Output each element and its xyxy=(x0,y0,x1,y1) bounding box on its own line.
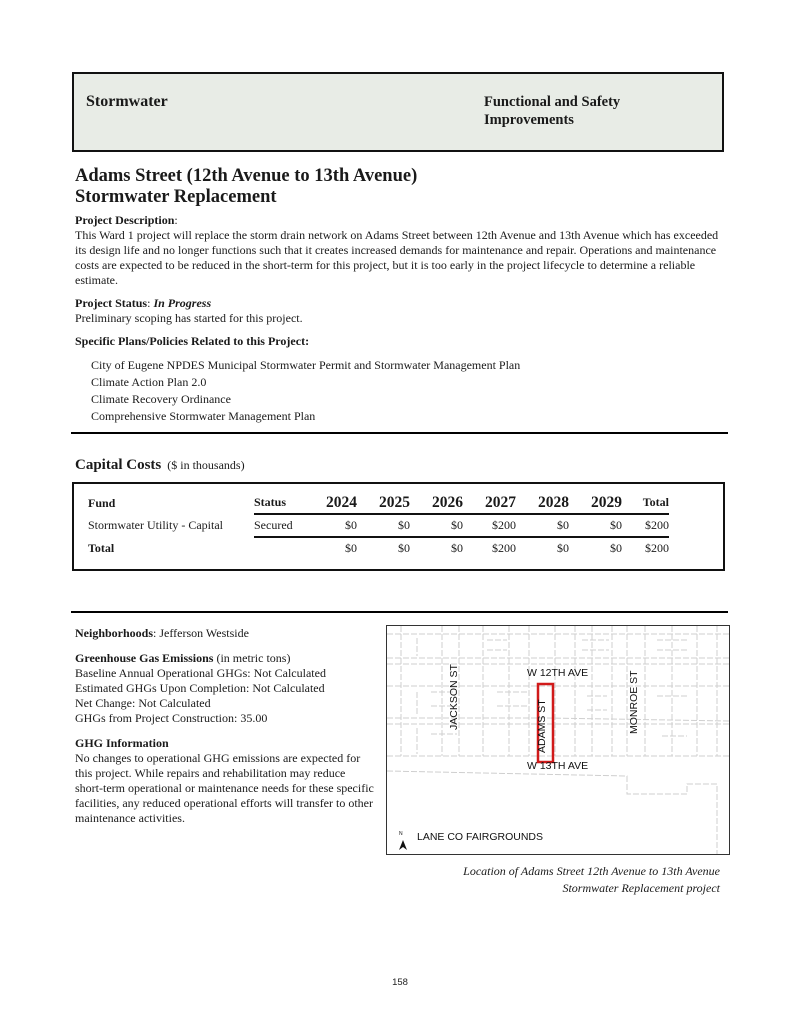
cell-2027: $200 xyxy=(463,514,516,537)
cell-2029: $0 xyxy=(569,514,622,537)
total-2029: $0 xyxy=(610,541,622,555)
status-value: In Progress xyxy=(153,296,212,310)
cell-fund: Stormwater Utility - Capital xyxy=(88,518,223,532)
cell-2028: $0 xyxy=(516,514,569,537)
page-number: 158 xyxy=(392,977,408,988)
map-label-w12: W 12TH AVE xyxy=(527,667,589,679)
ghg-line: GHGs from Project Construction: 35.00 xyxy=(75,711,268,725)
subcategory-title: Functional and Safety Improvements xyxy=(484,94,621,128)
ghg-line: Baseline Annual Operational GHGs: Not Calculated xyxy=(75,666,326,680)
parcel-grid xyxy=(387,626,730,855)
ghg-info-label: GHG Information xyxy=(75,736,169,750)
col-2026: 2026 xyxy=(410,492,463,514)
neighborhoods-label: Neighborhoods xyxy=(75,626,154,640)
col-2024: 2024 xyxy=(304,492,357,514)
cell-2024: $0 xyxy=(304,514,357,537)
neighborhoods-value: Jefferson Westside xyxy=(159,626,249,640)
category-header-box xyxy=(72,72,724,152)
status-note: Preliminary scoping has started for this project. xyxy=(75,311,303,325)
col-fund: Fund xyxy=(88,495,116,510)
total-label: Total xyxy=(88,540,115,555)
map-label-adams: ADAMS ST xyxy=(536,699,548,753)
plans-label: Specific Plans/Policies Related to this Project: xyxy=(75,334,310,348)
map-label-jackson: JACKSON ST xyxy=(448,664,460,730)
plan-item: City of Eugene NPDES Municipal Stormwater Permit and Stormwater Management Plan xyxy=(91,358,521,372)
plan-item: Climate Recovery Ordinance xyxy=(91,392,231,406)
capital-costs-heading: Capital Costs xyxy=(75,457,162,473)
ghg-label: Greenhouse Gas Emissions xyxy=(75,651,214,665)
neighborhoods: Neighborhoods: Jefferson Westside xyxy=(75,626,249,640)
project-status: Project Status: In Progress xyxy=(75,296,212,310)
cell-2026: $0 xyxy=(410,514,463,537)
total-2026: $0 xyxy=(451,541,463,555)
plan-item: Climate Action Plan 2.0 xyxy=(91,375,207,389)
north-arrow-icon xyxy=(399,840,407,850)
section-divider xyxy=(71,432,728,434)
total-total: $200 xyxy=(645,541,669,555)
table-total-row xyxy=(88,537,669,559)
col-status: Status xyxy=(254,492,304,514)
description-label-text: Project Description xyxy=(75,213,175,227)
col-2025: 2025 xyxy=(357,492,410,514)
ghg-info-text: No changes to operational GHG emissions are expected for this project. While repairs and rehabilitation may reduce short-term operational or maintenance needs for these specific facilities, any reduced operational efforts will transfer to other maintenance activities. xyxy=(75,751,374,825)
ghg-line: Estimated GHGs Upon Completion: Not Calculated xyxy=(75,681,325,695)
project-description: This Ward 1 project will replace the storm drain network on Adams Street between 12th Avenue and 13th Avenue which has exceeded its design life and no longer functions such that it creates increased demands for maintenance and repair. Operations and maintenance costs are expected to be reduced in the short-term for this project, but it is too early in the project lifecycle to determine a reliable estimate. xyxy=(75,228,719,287)
capital-costs-title xyxy=(75,457,245,474)
col-2029: 2029 xyxy=(569,492,622,514)
capital-costs-table xyxy=(88,492,669,559)
plan-item: Comprehensive Stormwater Management Plan xyxy=(91,409,316,423)
table-header-row xyxy=(88,492,669,514)
col-2028: 2028 xyxy=(516,492,569,514)
project-title-line2: Stormwater Replacement xyxy=(75,187,277,207)
map-caption xyxy=(400,863,720,897)
ghg-line: Net Change: Not Calculated xyxy=(75,696,211,710)
total-status xyxy=(254,537,304,559)
capital-costs-table-box xyxy=(72,482,725,571)
map-caption-line2: Stormwater Replacement project xyxy=(562,881,720,895)
category-title: Stormwater xyxy=(86,93,168,110)
table-row xyxy=(88,514,669,537)
ghg-emissions xyxy=(75,651,375,726)
location-map xyxy=(386,625,730,855)
map-label-w13: W 13TH AVE xyxy=(527,760,589,772)
map-label-monroe: MONROE ST xyxy=(628,670,640,734)
map-label-fairgrounds: LANE CO FAIRGROUNDS xyxy=(417,831,544,843)
col-2027: 2027 xyxy=(463,492,516,514)
ghg-information xyxy=(75,736,375,826)
total-2027: $200 xyxy=(492,541,516,555)
project-title xyxy=(75,166,417,208)
cell-status: Secured xyxy=(254,514,304,537)
cell-total: $200 xyxy=(622,514,669,537)
col-total: Total xyxy=(622,492,669,514)
total-2025: $0 xyxy=(398,541,410,555)
plans-list xyxy=(91,357,520,425)
map-caption-line1: Location of Adams Street 12th Avenue to 13th Avenue xyxy=(463,864,720,878)
capital-costs-unit: ($ in thousands) xyxy=(167,458,245,472)
north-label: N xyxy=(399,831,403,837)
project-details xyxy=(75,626,375,836)
cell-2025: $0 xyxy=(357,514,410,537)
status-label: Project Status xyxy=(75,296,148,310)
total-2028: $0 xyxy=(557,541,569,555)
ghg-unit: (in metric tons) xyxy=(216,651,291,665)
total-2024: $0 xyxy=(345,541,357,555)
description-label: Project Description: xyxy=(75,213,178,227)
project-title-line1: Adams Street (12th Avenue to 13th Avenue) xyxy=(75,166,418,186)
section-divider xyxy=(71,611,728,613)
